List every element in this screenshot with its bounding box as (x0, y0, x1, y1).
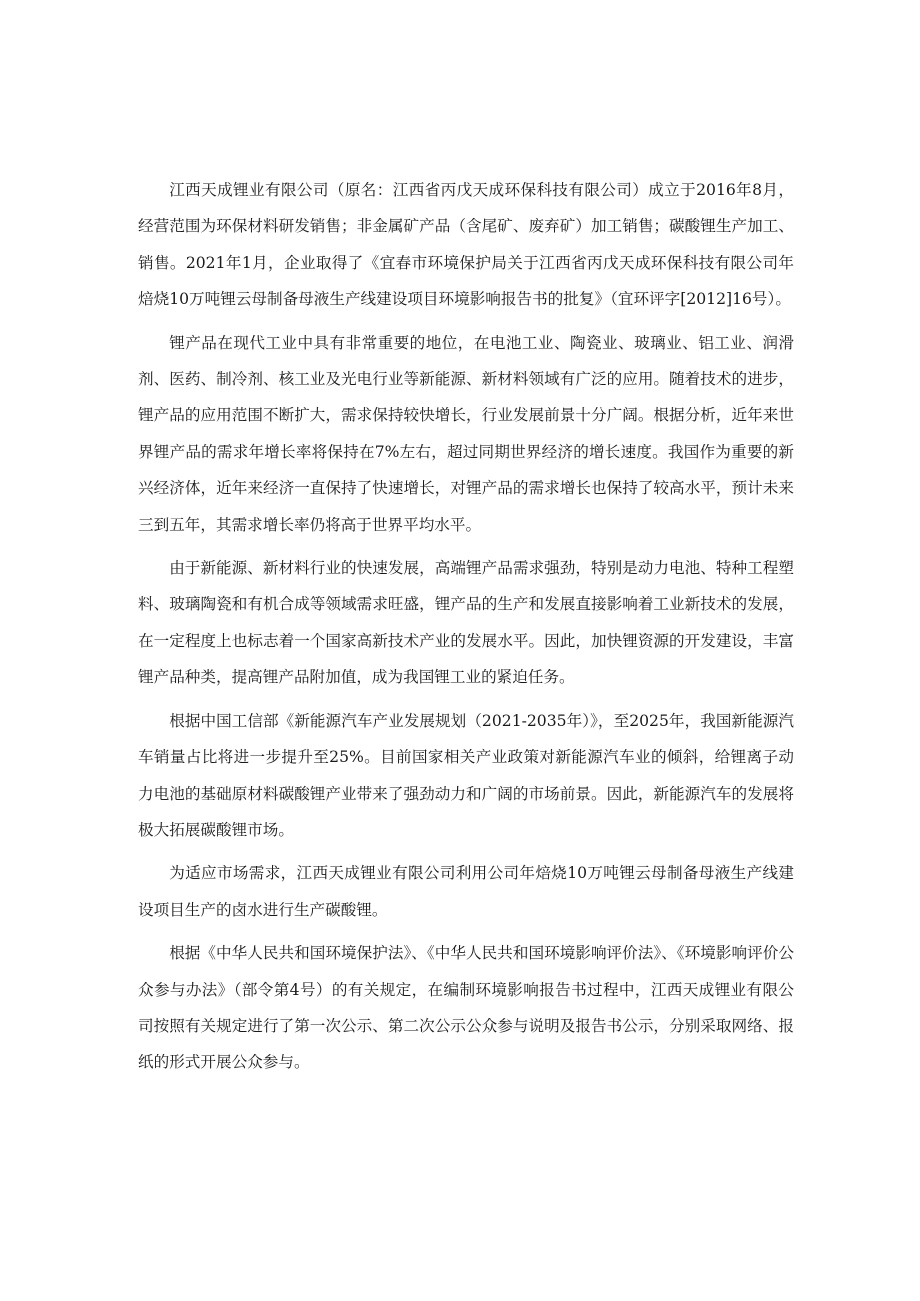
paragraph-lithium-importance: 锂产品在现代工业中具有非常重要的地位，在电池工业、陶瓷业、玻璃业、铝工业、润滑剂、医药、制冷剂、核工业及光电行业等新能源、新材料领域有广泛的应用。随着技术的进步，锂产品的应用范围不断扩大，需求保持较快增长，行业发展前景十分广阔。根据分析，近年来世界锂产品的需求年增长率将保持在7%左右，超过同期世界经济的增长速度。我国作为重要的新兴经济体，近年来经济一直保持了快速增长，对锂产品的需求增长也保持了较高水平，预计未来三到五年，其需求增长率仍将高于世界平均水平。 (138, 333, 794, 534)
paragraph-market-demand: 为适应市场需求，江西天成锂业有限公司利用公司年焙烧10万吨锂云母制备母液生产线建设项目生产的卤水进行生产碳酸锂。 (138, 864, 794, 919)
paragraph-industry-development: 由于新能源、新材料行业的快速发展，高端锂产品需求强劲，特别是动力电池、特种工程塑料、玻璃陶瓷和有机合成等领域需求旺盛，锂产品的生产和发展直接影响着工业新技术的发展，在一定程度上也标志着一个国家高新技术产业的发展水平。因此，加快锂资源的开发建设，丰富锂产品种类，提高锂产品附加值，成为我国锂工业的紧迫任务。 (138, 559, 794, 687)
paragraph-ev-policy: 根据中国工信部《新能源汽车产业发展规划（2021-2035年）》，至2025年，我国新能源汽车销量占比将进一步提升至25%。目前国家相关产业政策对新能源汽车业的倾斜，给锂离子动力电池的基础原材料碳酸锂产业带来了强劲动力和广阔的市场前景。因此，新能源汽车的发展将极大拓展碳酸锂市场。 (138, 711, 794, 839)
paragraph-public-participation: 根据《中华人民共和国环境保护法》、《中华人民共和国环境影响评价法》、《环境影响评价公众参与办法》（部令第4号）的有关规定，在编制环境影响报告书过程中，江西天成锂业有限公司按照有关规定进行了第一次公示、第二次公示公众参与说明及报告书公示，分别采取网络、报纸的形式开展公众参与。 (138, 944, 794, 1072)
paragraph-company-intro: 江西天成锂业有限公司（原名：江西省丙戊天成环保科技有限公司）成立于2016年8月，经营范围为环保材料研发销售；非金属矿产品（含尾矿、废弃矿）加工销售；碳酸锂生产加工、销售。2021年1月，企业取得了《宜春市环境保护局关于江西省丙戊天成环保科技有限公司年焙烧10万吨锂云母制备母液生产线建设项目环境影响报告书的批复》（宜环评字[2012]16号）。 (138, 181, 794, 309)
document-body (138, 172, 794, 1081)
